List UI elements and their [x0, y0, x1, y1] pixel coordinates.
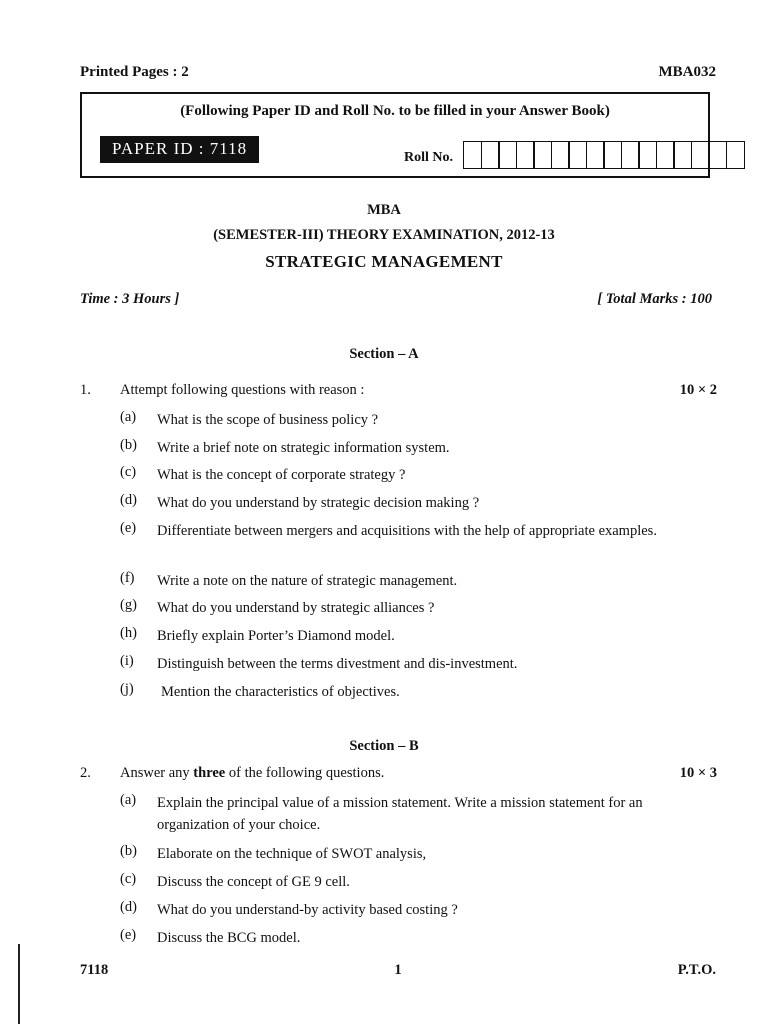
question-item: Discuss the concept of GE 9 cell.	[157, 874, 350, 890]
item-label: (e)	[120, 520, 137, 536]
time-allowed: Time : 3 Hours ]	[80, 291, 180, 307]
question-item: What do you understand by strategic alliances ?	[157, 600, 435, 616]
question-number: 1.	[80, 382, 91, 398]
item-label: (a)	[120, 792, 137, 808]
item-label: (b)	[120, 437, 137, 453]
item-label: (a)	[120, 409, 137, 425]
section-a-heading: Section – A	[349, 346, 419, 362]
question-item: What do you understand by strategic decision making ?	[157, 495, 480, 511]
question-item: Differentiate between mergers and acquisitions with the help of appropriate examples.	[157, 523, 657, 539]
question-marks: 10 × 2	[679, 382, 717, 398]
instruction-text: Answer any	[120, 765, 194, 781]
roll-number-box[interactable]	[498, 141, 517, 169]
item-label: (j)	[120, 681, 134, 697]
question-item: Briefly explain Porter’s Diamond model.	[157, 628, 395, 644]
exam-title: (SEMESTER-III) THEORY EXAMINATION, 2012-13	[213, 227, 555, 243]
roll-number-label: Roll No.	[404, 150, 453, 165]
question-item: Mention the characteristics of objectives.	[161, 684, 400, 700]
paper-id-label: PAPER ID : 7118	[100, 136, 259, 163]
footer-paper-code: 7118	[80, 962, 109, 978]
item-label: (d)	[120, 899, 137, 915]
roll-number-box[interactable]	[586, 141, 605, 169]
instruction-text: of the following questions.	[225, 765, 385, 781]
roll-number-box[interactable]	[516, 141, 535, 169]
question-item: What do you understand-by activity based costing ?	[157, 902, 458, 918]
roll-number-box[interactable]	[568, 141, 587, 169]
roll-number-box[interactable]	[463, 141, 482, 169]
item-label: (h)	[120, 625, 137, 641]
roll-number-box[interactable]	[726, 141, 745, 169]
item-label: (d)	[120, 492, 137, 508]
roll-number-box[interactable]	[551, 141, 570, 169]
question-item: Write a note on the nature of strategic management.	[157, 573, 458, 589]
subject-code: MBA032	[658, 64, 716, 80]
question-item: Distinguish between the terms divestment and dis-investment.	[157, 656, 518, 672]
question-item: Write a brief note on strategic information system.	[157, 440, 450, 456]
roll-number-box[interactable]	[481, 141, 500, 169]
question-item: What is the concept of corporate strategy ?	[157, 467, 406, 483]
course-name: MBA	[367, 202, 401, 218]
roll-number-box[interactable]	[603, 141, 622, 169]
section-b-heading: Section – B	[349, 738, 419, 754]
item-label: (e)	[120, 927, 137, 943]
roll-number-box[interactable]	[708, 141, 727, 169]
item-label: (i)	[120, 653, 134, 669]
pto-label: P.T.O.	[677, 962, 716, 978]
question-instruction	[120, 765, 384, 782]
printed-pages: Printed Pages : 2	[80, 64, 189, 80]
question-item: What is the scope of business policy ?	[157, 412, 379, 428]
scan-margin-line	[18, 944, 20, 1024]
page-number: 1	[394, 962, 402, 978]
roll-number-box[interactable]	[656, 141, 675, 169]
total-marks: [ Total Marks : 100	[597, 291, 712, 307]
item-label: (c)	[120, 464, 137, 480]
item-label: (c)	[120, 871, 137, 887]
roll-number-box[interactable]	[638, 141, 657, 169]
question-item: Elaborate on the technique of SWOT analysis,	[157, 846, 427, 862]
question-instruction: Attempt following questions with reason :	[120, 382, 365, 398]
subject-title: STRATEGIC MANAGEMENT	[265, 252, 503, 271]
item-label: (g)	[120, 597, 137, 613]
roll-number-box[interactable]	[533, 141, 552, 169]
item-label: (f)	[120, 570, 135, 586]
question-number: 2.	[80, 765, 91, 781]
roll-number-boxes	[463, 141, 743, 169]
id-box-note: (Following Paper ID and Roll No. to be filled in your Answer Book)	[180, 103, 610, 119]
item-label: (b)	[120, 843, 137, 859]
instruction-emphasis: three	[193, 765, 226, 781]
question-item: Discuss the BCG model.	[157, 930, 301, 946]
question-marks: 10 × 3	[679, 765, 717, 781]
roll-number-box[interactable]	[673, 141, 692, 169]
roll-number-box[interactable]	[621, 141, 640, 169]
question-item: Explain the principal value of a mission statement. Write a mission statement for an organization of your choice.	[157, 795, 643, 833]
roll-number-box[interactable]	[691, 141, 710, 169]
paper-id-box	[80, 92, 710, 178]
